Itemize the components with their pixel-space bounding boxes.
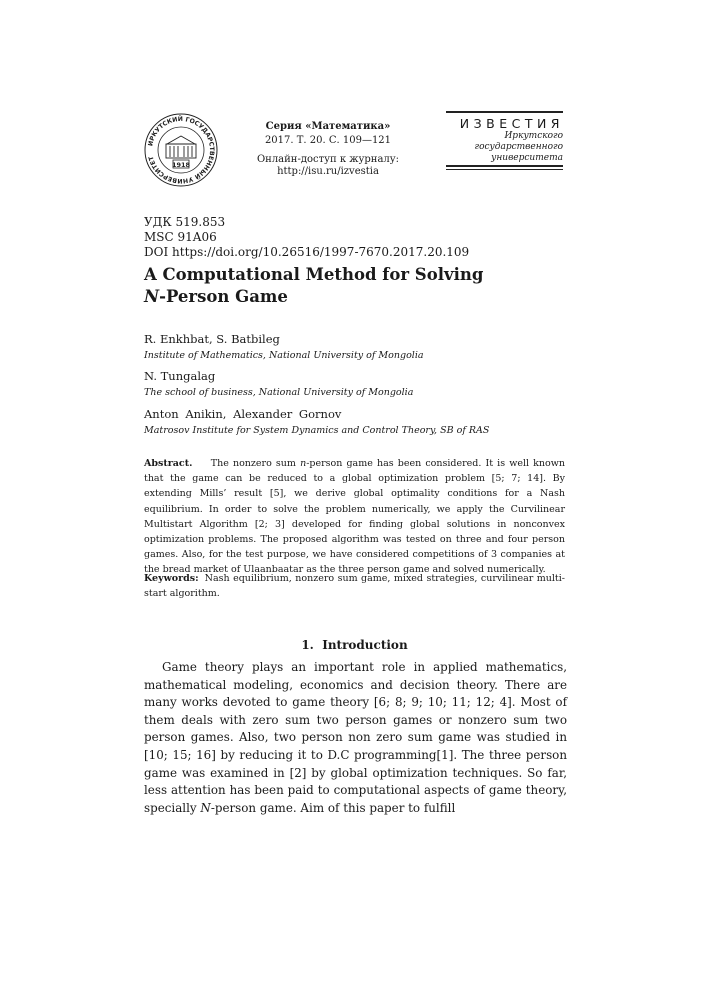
izvestia-rule bbox=[446, 165, 563, 167]
abstract-text-a: The nonzero sum bbox=[210, 458, 301, 469]
university-logo bbox=[143, 112, 219, 188]
author-affiliation: Institute of Mathematics, National University of Mongolia bbox=[144, 350, 424, 361]
izvestia-subtitle-3: университета bbox=[491, 153, 563, 163]
intro-paragraph bbox=[144, 659, 567, 817]
author-names: Anton Anikin, Alexander Gornov bbox=[144, 407, 342, 421]
doi-link[interactable]: DOI https://doi.org/10.26516/1997-7670.2017.20.109 bbox=[144, 245, 470, 259]
section-title: Introduction bbox=[322, 638, 408, 652]
abstract-label: Abstract. bbox=[144, 458, 193, 469]
abstract-variable: n bbox=[300, 458, 307, 469]
paper-title-line-1: A Computational Method for Solving bbox=[144, 265, 484, 284]
section-number: 1. bbox=[301, 638, 314, 652]
intro-text-a: Game theory plays an important role in applied mathematics, mathematical modeling, economics and decision theory. There are many works devoted to game theory [6; 8; 9; 10; 11; 12; 4]. Most of them deals with zero sum two person games or nonzero sum two person games. Also, two person non zero sum game was studied in [10; 15; 16] by reducing it to D.C programming[1]. The three person game was examined in [2] by global optimization techniques. So far, less attention has been paid to computational aspects of game theory, specially bbox=[144, 660, 567, 815]
journal-url-link[interactable]: http://isu.ru/izvestia bbox=[277, 166, 379, 177]
keywords-text: Nash equilibrium, nonzero sum game, mixed strategies, curvilinear multi-start algorithm. bbox=[144, 573, 565, 600]
series-title: Серия «Математика» bbox=[265, 121, 391, 132]
izvestia-rule bbox=[446, 169, 563, 170]
series-issue: 2017. Т. 20. С. 109—121 bbox=[264, 135, 392, 146]
author-affiliation: The school of business, National University of Mongolia bbox=[144, 387, 414, 398]
udc-code: УДК 519.853 bbox=[144, 215, 226, 229]
intro-text-b: -person game. Aim of this paper to fulfill bbox=[210, 800, 456, 815]
izvestia-title: ИЗВЕСТИЯ bbox=[459, 116, 564, 131]
title-line-2-text: -Person Game bbox=[159, 287, 288, 306]
keywords bbox=[144, 571, 565, 601]
paper-title-line-2 bbox=[144, 287, 288, 306]
logo-year: 1918 bbox=[171, 161, 191, 169]
logo-ring-text: ИРКУТСКИЙ ГОСУДАРСТВЕННЫЙ УНИВЕРСИТЕТ bbox=[147, 115, 216, 185]
title-variable: N bbox=[144, 287, 160, 306]
izvestia-top-rule bbox=[446, 111, 563, 113]
intro-variable: N bbox=[200, 800, 211, 815]
online-access-label: Онлайн-доступ к журналу: bbox=[256, 154, 400, 165]
author-names: R. Enkhbat, S. Batbileg bbox=[144, 332, 280, 346]
abstract bbox=[144, 456, 565, 578]
abstract-text-b: -person game has been considered. It is well known that the game can be reduced to a global optimization problem [5; 7; 14]. By extending Mills’ result [5], we derive global optimality conditions for a Nash equilibrium. In order to solve the problem numerically, we apply the Curvilinear Multistart Algorithm [2; 3] developed for finding global solutions in nonconvex optimization problems. The proposed algorithm was tested on three and four person games. Also, for the test purpose, we have considered competitions of 3 companies at the bread market of Ulaanbaatar as the three person game and solved numerically. bbox=[144, 458, 566, 576]
author-affiliation: Matrosov Institute for System Dynamics and Control Theory, SB of RAS bbox=[144, 425, 490, 436]
izvestia-subtitle-2: государственного bbox=[474, 142, 563, 152]
izvestia-subtitle-1: Иркутского bbox=[504, 131, 563, 141]
building-icon bbox=[166, 136, 196, 158]
author-names: N. Tungalag bbox=[144, 369, 216, 383]
svg-text:ИРКУТСКИЙ ГОСУДАРСТВЕННЫЙ УНИВ bbox=[147, 114, 215, 184]
section-heading bbox=[144, 638, 565, 652]
msc-code: MSC 91A06 bbox=[144, 230, 217, 244]
keywords-label: Keywords: bbox=[144, 573, 199, 584]
